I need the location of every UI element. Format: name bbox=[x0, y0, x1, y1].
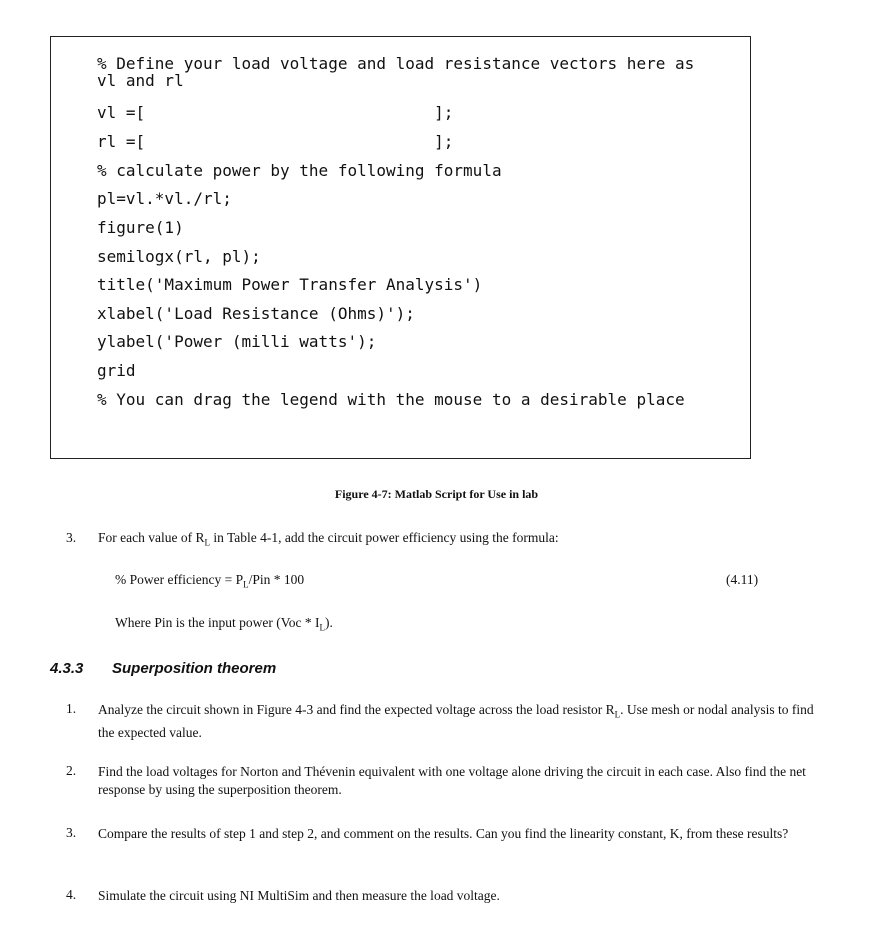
step-number: 3. bbox=[66, 530, 77, 545]
list-item: Find the load voltages for Norton and Thévenin equivalent with one voltage alone driving the circuit in each case. Also find the net response by using the superposition theorem. bbox=[98, 764, 806, 797]
section-heading bbox=[50, 660, 276, 677]
list-item-number: 3. bbox=[66, 825, 77, 840]
list-item: Simulate the circuit using NI MultiSim and then measure the load voltage. bbox=[98, 888, 500, 903]
list-item: Compare the results of step 1 and step 2, and comment on the results. Can you find the linearity constant, K, from these results? bbox=[98, 826, 789, 841]
efficiency-formula: % Power efficiency = $P_L$/Pin * 100 bbox=[115, 572, 305, 590]
code-line: rl =[ ]; bbox=[97, 132, 454, 151]
code-line: % calculate power by the following formula bbox=[97, 161, 502, 180]
code-line: figure(1) bbox=[97, 218, 184, 237]
equation-number: (4.11) bbox=[726, 572, 759, 587]
section-number: 4.3.3 bbox=[50, 660, 84, 677]
list-item-number: 1. bbox=[66, 701, 77, 716]
list-item-number: 2. bbox=[66, 763, 77, 778]
section-title: Superposition theorem bbox=[112, 660, 277, 677]
step-text: For each value of $R_L$ in Table 4-1, add the circuit power efficiency using the formula: bbox=[98, 530, 559, 548]
list-item: Analyze the circuit shown in Figure 4-3 and find the expected voltage across the load resistor $R_L$. Use mesh or nodal analysis to find the expected value. bbox=[98, 702, 814, 740]
where-text: Where Pin is the input power $(Voc * I_L)$. bbox=[115, 615, 333, 633]
code-line: vl =[ ]; bbox=[97, 103, 454, 122]
figure-caption: Figure 4-7: Matlab Script for Use in lab bbox=[334, 487, 539, 501]
code-line: vl and rl bbox=[97, 71, 184, 90]
code-line: % You can drag the legend with the mouse to a desirable place bbox=[97, 390, 685, 409]
list-item-number: 4. bbox=[66, 887, 77, 902]
code-line: pl=vl.*vl./rl; bbox=[97, 189, 232, 208]
code-line: grid bbox=[97, 361, 136, 380]
code-line: semilogx(rl, pl); bbox=[97, 247, 261, 266]
code-line: title('Maximum Power Transfer Analysis') bbox=[97, 275, 483, 294]
code-line: % Define your load voltage and load resistance vectors here as bbox=[97, 54, 695, 73]
code-line: ylabel('Power (milli watts'); bbox=[97, 332, 377, 351]
matlab-code-box bbox=[50, 36, 751, 459]
code-line: xlabel('Load Resistance (Ohms)'); bbox=[97, 304, 415, 323]
